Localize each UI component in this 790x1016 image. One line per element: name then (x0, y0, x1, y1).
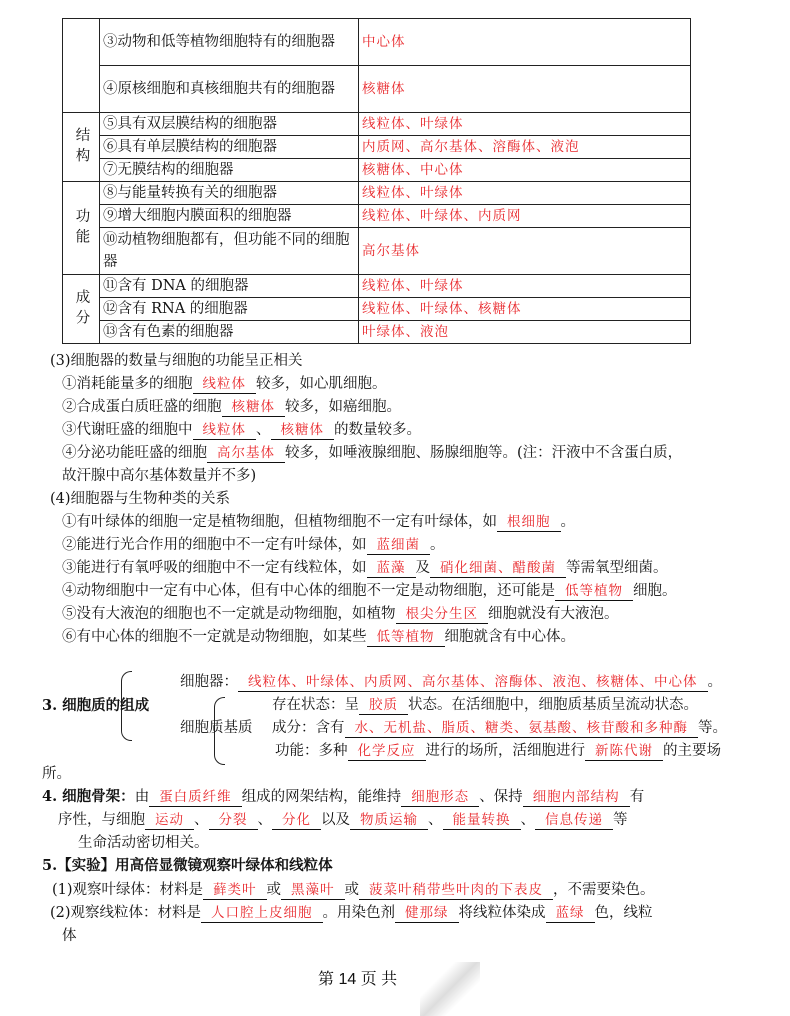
text: 将线粒体染成 (458, 905, 546, 921)
table-row (63, 228, 691, 275)
question-cell: ⑥具有单层膜结构的细胞器 (100, 136, 359, 159)
text: ②合成蛋白质旺盛的细胞 (62, 399, 222, 415)
text: 细胞质基质 (180, 720, 253, 736)
answer-blank: 线粒体、叶绿体、内质网、高尔基体、溶酶体、液泡、核糖体、中心体 (238, 673, 708, 692)
answer-cell: 线粒体、叶绿体 (359, 275, 691, 298)
text-line-c3d (275, 741, 721, 761)
text: 的主要场 (663, 743, 721, 759)
text-line-s4f (62, 627, 575, 647)
answer-cell: 中心体 (359, 19, 691, 66)
category-cell (63, 19, 100, 113)
table-row (63, 19, 691, 66)
text: 由 (134, 789, 150, 805)
text: 、 (194, 812, 209, 828)
text-line-c5a (52, 880, 655, 900)
text-line-s3a (62, 374, 387, 394)
text: 组成的网架结构，能维持 (241, 789, 402, 805)
question-cell: ⑦无膜结构的细胞器 (100, 159, 359, 182)
answer-blank: 蓝藻 (367, 559, 416, 578)
text: (1)观察叶绿体：材料是 (52, 882, 204, 898)
text-line-c4c (78, 833, 209, 853)
text-line-s4d (62, 581, 677, 601)
text-line-c5h (42, 856, 333, 876)
text: 有 (629, 789, 645, 805)
answer-blank: 细胞内部结构 (523, 788, 630, 807)
answer-blank: 人口腔上皮细胞 (201, 904, 323, 923)
question-cell: ⑩动植物细胞都有，但功能不同的细胞器 (100, 228, 359, 275)
answer-blank: 胶质 (359, 696, 408, 715)
text: 成分：含有 (272, 720, 345, 736)
answer-blank: 分化 (272, 811, 321, 830)
text-line-c5b (50, 903, 653, 923)
text: 等需氧型细菌。 (566, 560, 668, 576)
text: 或 (266, 882, 282, 898)
answer-blank: 线粒体 (193, 421, 257, 440)
text: 5.【实验】用高倍显微镜观察叶绿体和线粒体 (42, 857, 333, 874)
answer-cell: 线粒体、叶绿体 (359, 182, 691, 205)
answer-blank: 能量转换 (443, 811, 521, 830)
text: ①有叶绿体的细胞一定是植物细胞，但植物细胞不一定有叶绿体，如 (62, 514, 497, 530)
answer-blank: 核糖体 (222, 398, 286, 417)
answer-blank: 黑藻叶 (281, 881, 345, 900)
answer-cell: 核糖体、中心体 (359, 159, 691, 182)
text-line-c3b (272, 695, 698, 715)
category-cell: 结构 (63, 113, 100, 182)
table-row (63, 66, 691, 113)
text: 。 (560, 514, 575, 530)
text: ②能进行光合作用的细胞中不一定有叶绿体，如 (62, 537, 367, 553)
text: 或 (344, 882, 360, 898)
text: 体 (62, 928, 77, 944)
text-line-s3c (62, 420, 421, 440)
question-cell: ⑬含有色素的细胞器 (100, 321, 359, 344)
category-cell: 成分 (63, 275, 100, 344)
answer-blank: 菠菜叶稍带些叶肉的下表皮 (359, 881, 553, 900)
answer-blank: 根尖分生区 (396, 605, 489, 624)
text: 4. 细胞骨架： (42, 788, 135, 805)
answer-blank: 蓝细菌 (367, 536, 431, 555)
text: 、保持 (479, 789, 523, 805)
answer-cell: 线粒体、叶绿体 (359, 113, 691, 136)
text: 所。 (42, 766, 71, 782)
answer-blank: 高尔基体 (207, 444, 285, 463)
answer-blank: 信息传递 (535, 811, 613, 830)
answer-cell: 内质网、高尔基体、溶酶体、液泡 (359, 136, 691, 159)
question-cell: ⑨增大细胞内膜面积的细胞器 (100, 205, 359, 228)
text: 以及 (321, 812, 350, 828)
answer-blank: 物质运输 (350, 811, 428, 830)
text-line-c3m (180, 718, 253, 738)
text: ③代谢旺盛的细胞中 (62, 422, 193, 438)
question-cell: ⑪含有 DNA 的细胞器 (100, 275, 359, 298)
question-cell: ③动物和低等植物细胞特有的细胞器 (100, 19, 359, 66)
table-row (63, 205, 691, 228)
text-line-c3a (180, 672, 722, 692)
text: ⑥有中心体的细胞不一定就是动物细胞，如某些 (62, 629, 367, 645)
answer-cell: 核糖体 (359, 66, 691, 113)
answer-blank: 根细胞 (497, 513, 561, 532)
text-line-c3e (42, 764, 71, 784)
text: 等 (613, 812, 628, 828)
text: 。 (707, 674, 722, 690)
text-line-c3c (272, 718, 727, 738)
text: 较多，如心肌细胞。 (256, 376, 387, 392)
answer-blank: 蓝绿 (546, 904, 595, 923)
text-line-s3b (62, 397, 401, 417)
organelle-table (62, 18, 691, 344)
page-footer: 第 14 页 共 (318, 971, 398, 988)
answer-blank: 化学反应 (348, 742, 426, 761)
text: 、 (257, 812, 272, 828)
text: 细胞就没有大液泡。 (488, 606, 619, 622)
text: 的数量较多。 (334, 422, 421, 438)
answer-blank: 低等植物 (367, 628, 445, 647)
text: 等。 (698, 720, 727, 736)
text: 、 (256, 422, 271, 438)
text: 存在状态：呈 (272, 697, 359, 713)
table-row (63, 182, 691, 205)
answer-cell: 线粒体、叶绿体、核糖体 (359, 298, 691, 321)
text-line-s4b (62, 535, 445, 555)
text: 及 (415, 560, 430, 576)
text-line-c3h (42, 696, 149, 716)
table-row (63, 321, 691, 344)
text-line-s4e (62, 604, 619, 624)
text: (3)细胞器的数量与细胞的功能呈正相关 (50, 353, 303, 369)
text: ③能进行有氧呼吸的细胞中不一定有线粒体，如 (62, 560, 367, 576)
answer-cell: 线粒体、叶绿体、内质网 (359, 205, 691, 228)
answer-blank: 藓类叶 (203, 881, 267, 900)
text-line-s3d (62, 443, 682, 463)
text-line-c4b (58, 810, 628, 830)
answer-blank: 运动 (145, 811, 194, 830)
answer-blank: 蛋白质纤维 (149, 788, 242, 807)
answer-blank: 水、无机盐、脂质、糖类、氨基酸、核苷酸和多种酶 (345, 719, 699, 738)
text: 细胞器： (180, 674, 238, 690)
text: ①消耗能量多的细胞 (62, 376, 193, 392)
table-row (63, 113, 691, 136)
text: 3. 细胞质的组成 (42, 697, 150, 714)
text: 、 (428, 812, 443, 828)
text: ④动物细胞中一定有中心体，但有中心体的细胞不一定是动物细胞，还可能是 (62, 583, 555, 599)
text-line-s4a (62, 512, 575, 532)
table-row (63, 298, 691, 321)
text-line-c5c (62, 926, 77, 946)
text: 。用染色剂 (322, 905, 396, 921)
text: 功能：多种 (275, 743, 348, 759)
table-row (63, 159, 691, 182)
answer-cell: 高尔基体 (359, 228, 691, 275)
text: (2)观察线粒体：材料是 (50, 905, 202, 921)
text: 较多，如唾液腺细胞、肠腺细胞等。(注：汗液中不含蛋白质， (285, 445, 683, 461)
text: 故汗腺中高尔基体数量并不多) (62, 468, 257, 484)
text: 序性，与细胞 (58, 812, 145, 828)
text-line-s3h (50, 351, 303, 371)
category-cell: 功能 (63, 182, 100, 275)
text: ④分泌功能旺盛的细胞 (62, 445, 207, 461)
text: 细胞就含有中心体。 (444, 629, 575, 645)
table-row (63, 136, 691, 159)
text: 生命活动密切相关。 (78, 835, 209, 851)
text: ⑤没有大液泡的细胞也不一定就是动物细胞，如植物 (62, 606, 396, 622)
text: 、 (520, 812, 535, 828)
text: 状态。在活细胞中，细胞质基质呈流动状态。 (408, 697, 698, 713)
text-line-s4c (62, 558, 668, 578)
question-cell: ⑫含有 RNA 的细胞器 (100, 298, 359, 321)
question-cell: ⑤具有双层膜结构的细胞器 (100, 113, 359, 136)
watermark (420, 962, 480, 1016)
answer-cell: 叶绿体、液泡 (359, 321, 691, 344)
text: 色，线粒 (594, 905, 653, 921)
answer-blank: 线粒体 (193, 375, 257, 394)
answer-blank: 分裂 (209, 811, 258, 830)
text-line-c4a (42, 787, 644, 807)
text: 较多，如癌细胞。 (285, 399, 401, 415)
text-line-s3e (62, 466, 256, 486)
text: 进行的场所，活细胞进行 (425, 743, 585, 759)
answer-blank: 硝化细菌、醋酸菌 (430, 559, 566, 578)
answer-blank: 低等植物 (555, 582, 633, 601)
answer-blank: 核糖体 (271, 421, 335, 440)
text-line-s4h (50, 489, 230, 509)
answer-blank: 新陈代谢 (585, 742, 663, 761)
question-cell: ④原核细胞和真核细胞共有的细胞器 (100, 66, 359, 113)
text: 细胞。 (633, 583, 677, 599)
question-cell: ⑧与能量转换有关的细胞器 (100, 182, 359, 205)
text: (4)细胞器与生物种类的关系 (50, 491, 231, 507)
table-row (63, 275, 691, 298)
text: ，不需要染色。 (553, 882, 655, 898)
answer-blank: 细胞形态 (401, 788, 479, 807)
answer-blank: 健那绿 (395, 904, 459, 923)
text: 。 (430, 537, 445, 553)
